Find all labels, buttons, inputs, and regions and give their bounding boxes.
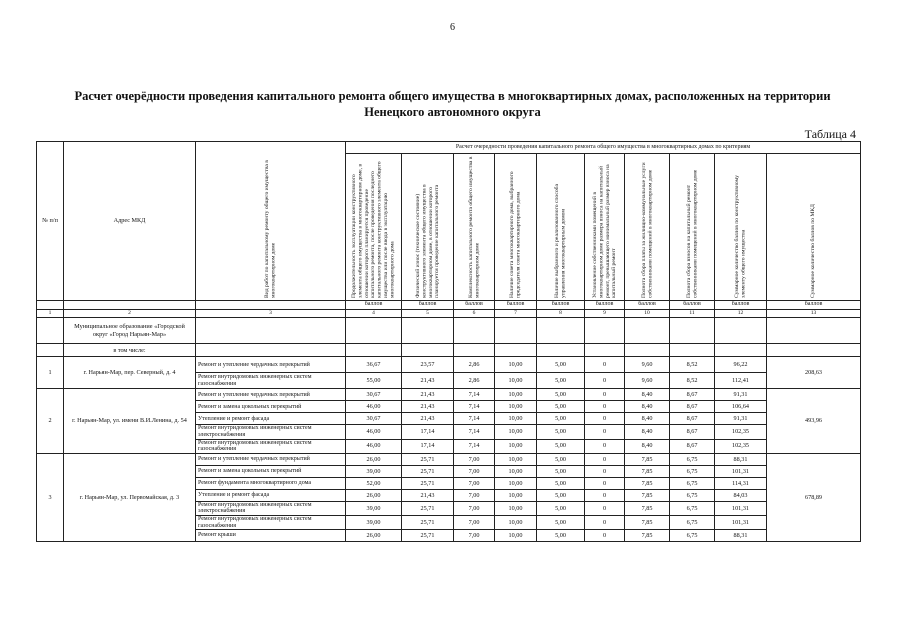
row-score: 39,00 bbox=[346, 515, 402, 529]
house-total: 493,96 bbox=[767, 389, 861, 453]
row-score: 39,00 bbox=[346, 501, 402, 515]
title-line-2: Ненецкого автономного округа bbox=[364, 105, 541, 119]
row-work-type: Ремонт и замена цокольных перекрытий bbox=[196, 401, 346, 413]
row-score: 10,00 bbox=[495, 439, 537, 453]
header-c11 bbox=[670, 154, 715, 301]
header-c7-text: Наличие совета многоквартирного дома, выбранного председателя совета многоквартирного дома bbox=[509, 171, 522, 298]
row-score: 102,35 bbox=[715, 425, 767, 439]
row-score: 7,14 bbox=[454, 389, 495, 401]
unit-cell: баллов bbox=[537, 301, 585, 310]
row-work-type: Ремонт внутридомовых инженерных систем газоснабжения bbox=[196, 515, 346, 529]
row-score: 88,31 bbox=[715, 530, 767, 542]
priority-table bbox=[36, 141, 861, 542]
row-score: 10,00 bbox=[495, 489, 537, 501]
row-score: 10,00 bbox=[495, 389, 537, 401]
row-score: 5,00 bbox=[537, 389, 585, 401]
row-score: 114,31 bbox=[715, 477, 767, 489]
row-score: 96,22 bbox=[715, 357, 767, 373]
row-score: 5,00 bbox=[537, 477, 585, 489]
col-num: 5 bbox=[402, 310, 454, 318]
row-score: 21,43 bbox=[402, 489, 454, 501]
row-score: 25,71 bbox=[402, 530, 454, 542]
row-score: 8,40 bbox=[625, 439, 670, 453]
municipality-row bbox=[37, 318, 861, 344]
row-score: 8,40 bbox=[625, 425, 670, 439]
row-score: 52,00 bbox=[346, 477, 402, 489]
row-score: 10,00 bbox=[495, 515, 537, 529]
row-score: 10,00 bbox=[495, 373, 537, 389]
row-work-type: Ремонт и утепление чердачных перекрытий bbox=[196, 357, 346, 373]
header-c5 bbox=[402, 154, 454, 301]
house-total: 208,63 bbox=[767, 357, 861, 389]
header-work-type bbox=[196, 142, 346, 301]
row-score: 10,00 bbox=[495, 413, 537, 425]
table-label: Таблица 4 bbox=[804, 127, 856, 141]
row-score: 101,31 bbox=[715, 501, 767, 515]
row-score: 88,31 bbox=[715, 453, 767, 465]
row-score: 0 bbox=[585, 453, 625, 465]
row-score: 2,86 bbox=[454, 373, 495, 389]
row-score: 7,00 bbox=[454, 515, 495, 529]
header-c6-text: Комплексность капитального ремонта общего имущества в многоквартирном доме bbox=[467, 156, 480, 298]
row-score: 5,00 bbox=[537, 453, 585, 465]
row-score: 46,00 bbox=[346, 425, 402, 439]
column-numbers-row bbox=[37, 310, 861, 318]
row-score: 84,03 bbox=[715, 489, 767, 501]
unit-cell: баллов bbox=[585, 301, 625, 310]
row-score: 0 bbox=[585, 401, 625, 413]
row-score: 6,75 bbox=[670, 465, 715, 477]
row-score: 7,85 bbox=[625, 530, 670, 542]
row-work-type: Ремонт и утепление чердачных перекрытий bbox=[196, 389, 346, 401]
row-score: 8,67 bbox=[670, 413, 715, 425]
row-score: 0 bbox=[585, 439, 625, 453]
document-title bbox=[30, 88, 875, 120]
including-row bbox=[37, 344, 861, 357]
row-work-type: Ремонт внутридомовых инженерных систем электроснабжения bbox=[196, 425, 346, 439]
header-num: № п/п bbox=[37, 142, 64, 301]
header-c10 bbox=[625, 154, 670, 301]
row-score: 5,00 bbox=[537, 515, 585, 529]
header-c13-text: Суммарное количество баллов по МКД bbox=[810, 204, 817, 298]
row-score: 25,71 bbox=[402, 515, 454, 529]
row-address: г. Нарьян-Мар, ул. имени В.И.Ленина, д. 54 bbox=[64, 389, 196, 453]
col-num: 3 bbox=[196, 310, 346, 318]
row-work-type: Ремонт внутридомовых инженерных систем электроснабжения bbox=[196, 501, 346, 515]
row-score: 36,67 bbox=[346, 357, 402, 373]
unit-cell: баллов bbox=[454, 301, 495, 310]
row-score: 9,60 bbox=[625, 357, 670, 373]
col-num: 1 bbox=[37, 310, 64, 318]
header-c6 bbox=[454, 154, 495, 301]
row-score: 0 bbox=[585, 477, 625, 489]
row-score: 25,71 bbox=[402, 501, 454, 515]
header-c4 bbox=[346, 154, 402, 301]
row-score: 8,67 bbox=[670, 425, 715, 439]
row-score: 6,75 bbox=[670, 515, 715, 529]
row-score: 5,00 bbox=[537, 489, 585, 501]
row-score: 8,67 bbox=[670, 389, 715, 401]
row-score: 46,00 bbox=[346, 439, 402, 453]
including-label: в том числе: bbox=[64, 344, 196, 357]
row-score: 55,00 bbox=[346, 373, 402, 389]
header-c10-text: Полнота сбора платы за жилищно-коммунальные услуги собственниками помещений в многоквартирном доме bbox=[640, 162, 653, 298]
row-score: 46,00 bbox=[346, 401, 402, 413]
header-c8 bbox=[537, 154, 585, 301]
row-score: 6,75 bbox=[670, 453, 715, 465]
row-score: 0 bbox=[585, 465, 625, 477]
row-score: 10,00 bbox=[495, 477, 537, 489]
row-number: 2 bbox=[37, 389, 64, 453]
row-score: 7,85 bbox=[625, 453, 670, 465]
row-score: 10,00 bbox=[495, 357, 537, 373]
row-score: 10,00 bbox=[495, 501, 537, 515]
col-num: 8 bbox=[537, 310, 585, 318]
row-score: 17,14 bbox=[402, 425, 454, 439]
header-c5-text: Физический износ (техническое состояние) конструктивного элемента общего имущества в многоквартирном доме, в отношении которого планируется проведение капитального ремонта bbox=[414, 184, 440, 298]
row-work-type: Ремонт и замена цокольных перекрытий bbox=[196, 465, 346, 477]
row-score: 5,00 bbox=[537, 401, 585, 413]
row-score: 5,00 bbox=[537, 357, 585, 373]
row-score: 10,00 bbox=[495, 425, 537, 439]
row-score: 6,75 bbox=[670, 477, 715, 489]
row-score: 5,00 bbox=[537, 501, 585, 515]
row-score: 26,00 bbox=[346, 530, 402, 542]
row-score: 6,75 bbox=[670, 530, 715, 542]
row-score: 7,00 bbox=[454, 477, 495, 489]
title-line-1: Расчет очерёдности проведения капитального ремонта общего имущества в многоквартирных домах, расположенных на территории bbox=[74, 89, 831, 103]
row-score: 30,67 bbox=[346, 389, 402, 401]
row-score: 0 bbox=[585, 530, 625, 542]
row-score: 0 bbox=[585, 425, 625, 439]
row-score: 7,00 bbox=[454, 465, 495, 477]
row-score: 8,40 bbox=[625, 389, 670, 401]
row-score: 23,57 bbox=[402, 357, 454, 373]
row-score: 7,00 bbox=[454, 501, 495, 515]
row-score: 7,85 bbox=[625, 489, 670, 501]
municipality-name: Муниципальное образование «Городской округ «Город Нарьян-Мар» bbox=[64, 318, 196, 344]
row-score: 7,14 bbox=[454, 401, 495, 413]
col-num: 11 bbox=[670, 310, 715, 318]
row-score: 7,00 bbox=[454, 489, 495, 501]
row-score: 21,43 bbox=[402, 401, 454, 413]
row-score: 8,52 bbox=[670, 357, 715, 373]
row-score: 6,75 bbox=[670, 501, 715, 515]
header-c11-text: Полнота сбора взносов на капитальный ремонт собственниками помещений в многоквартирном доме bbox=[685, 169, 698, 298]
row-address: г. Нарьян-Мар, ул. Первомайская, д. 3 bbox=[64, 453, 196, 541]
table-row bbox=[37, 389, 861, 401]
row-score: 0 bbox=[585, 373, 625, 389]
row-score: 0 bbox=[585, 389, 625, 401]
row-score: 0 bbox=[585, 413, 625, 425]
row-score: 102,35 bbox=[715, 439, 767, 453]
unit-cell: баллов bbox=[495, 301, 537, 310]
unit-cell: баллов bbox=[346, 301, 402, 310]
row-work-type: Ремонт фундамента многоквартирного дома bbox=[196, 477, 346, 489]
header-work-type-text: Вид работ по капитальному ремонту общего имущества в многоквартирном доме bbox=[264, 160, 277, 298]
row-score: 7,85 bbox=[625, 501, 670, 515]
row-score: 8,52 bbox=[670, 373, 715, 389]
row-score: 5,00 bbox=[537, 413, 585, 425]
row-score: 26,00 bbox=[346, 489, 402, 501]
row-score: 5,00 bbox=[537, 425, 585, 439]
row-address: г. Нарьян-Мар, пер. Северный, д. 4 bbox=[64, 357, 196, 389]
row-score: 17,14 bbox=[402, 439, 454, 453]
row-score: 5,00 bbox=[537, 530, 585, 542]
row-score: 25,71 bbox=[402, 453, 454, 465]
row-score: 101,31 bbox=[715, 515, 767, 529]
row-score: 21,43 bbox=[402, 389, 454, 401]
row-work-type: Ремонт внутридомовых инженерных систем газоснабжения bbox=[196, 439, 346, 453]
table-row bbox=[37, 453, 861, 465]
unit-cell: баллов bbox=[767, 301, 861, 310]
row-score: 8,67 bbox=[670, 439, 715, 453]
header-c12 bbox=[715, 154, 767, 301]
row-score: 10,00 bbox=[495, 401, 537, 413]
row-score: 39,00 bbox=[346, 465, 402, 477]
row-score: 0 bbox=[585, 515, 625, 529]
row-score: 0 bbox=[585, 357, 625, 373]
row-number: 1 bbox=[37, 357, 64, 389]
row-score: 5,00 bbox=[537, 465, 585, 477]
row-work-type: Утепление и ремонт фасада bbox=[196, 489, 346, 501]
page-number: 6 bbox=[450, 22, 455, 33]
row-score: 8,40 bbox=[625, 401, 670, 413]
col-num: 2 bbox=[64, 310, 196, 318]
row-score: 0 bbox=[585, 489, 625, 501]
row-score: 9,60 bbox=[625, 373, 670, 389]
row-number: 3 bbox=[37, 453, 64, 541]
row-score: 26,00 bbox=[346, 453, 402, 465]
unit-cell: баллов bbox=[715, 301, 767, 310]
row-score: 112,41 bbox=[715, 373, 767, 389]
row-score: 7,14 bbox=[454, 425, 495, 439]
header-c12-text: Суммарное количество баллов по конструктивному элементу общего имущества bbox=[734, 175, 747, 298]
col-num: 4 bbox=[346, 310, 402, 318]
row-score: 21,43 bbox=[402, 373, 454, 389]
row-score: 5,00 bbox=[537, 373, 585, 389]
row-score: 7,00 bbox=[454, 530, 495, 542]
row-work-type: Ремонт крыши bbox=[196, 530, 346, 542]
row-score: 10,00 bbox=[495, 530, 537, 542]
col-num: 10 bbox=[625, 310, 670, 318]
unit-cell: баллов bbox=[402, 301, 454, 310]
col-num: 7 bbox=[495, 310, 537, 318]
header-c7 bbox=[495, 154, 537, 301]
header-c4-text: Продолжительность эксплуатации конструктивного элемента общего имущества в многоквартирном доме, в отношении которого планируется проведение капитального ремонта, после проведения последнего капитального ремонта конструктивного элемента общего имущества или после ввода в эксплуатацию многоквартирного дома bbox=[351, 161, 396, 298]
row-score: 5,00 bbox=[537, 439, 585, 453]
house-total: 678,89 bbox=[767, 453, 861, 541]
row-score: 8,67 bbox=[670, 401, 715, 413]
header-c9 bbox=[585, 154, 625, 301]
row-score: 25,71 bbox=[402, 477, 454, 489]
row-score: 7,85 bbox=[625, 477, 670, 489]
col-num: 13 bbox=[767, 310, 861, 318]
col-num: 9 bbox=[585, 310, 625, 318]
row-work-type: Утепление и ремонт фасада bbox=[196, 413, 346, 425]
row-score: 21,43 bbox=[402, 413, 454, 425]
header-criteria: Расчет очередности проведения капитального ремонта общего имущества в многоквартирных домах по критериям bbox=[346, 142, 861, 154]
row-score: 7,14 bbox=[454, 413, 495, 425]
row-work-type: Ремонт внутридомовых инженерных систем газоснабжения bbox=[196, 373, 346, 389]
row-score: 91,31 bbox=[715, 389, 767, 401]
unit-cell: баллов bbox=[670, 301, 715, 310]
row-score: 7,14 bbox=[454, 439, 495, 453]
row-score: 106,64 bbox=[715, 401, 767, 413]
row-score: 7,85 bbox=[625, 465, 670, 477]
row-score: 8,40 bbox=[625, 413, 670, 425]
table-body bbox=[37, 357, 861, 542]
row-score: 0 bbox=[585, 501, 625, 515]
header-c9-text: Установление собственниками помещений в многоквартирном доме размера взноса на капитальный ремонт, превышающего минимальный размер взноса на капитальный ремонт bbox=[591, 164, 617, 298]
row-work-type: Ремонт и утепление чердачных перекрытий bbox=[196, 453, 346, 465]
row-score: 91,31 bbox=[715, 413, 767, 425]
header-c13 bbox=[767, 154, 861, 301]
unit-cell: баллов bbox=[625, 301, 670, 310]
row-score: 6,75 bbox=[670, 489, 715, 501]
row-score: 25,71 bbox=[402, 465, 454, 477]
header-address: Адрес МКД bbox=[64, 142, 196, 301]
row-score: 101,31 bbox=[715, 465, 767, 477]
row-score: 30,67 bbox=[346, 413, 402, 425]
row-score: 10,00 bbox=[495, 453, 537, 465]
units-row bbox=[37, 301, 861, 310]
col-num: 12 bbox=[715, 310, 767, 318]
row-score: 10,00 bbox=[495, 465, 537, 477]
row-score: 7,00 bbox=[454, 453, 495, 465]
col-num: 6 bbox=[454, 310, 495, 318]
header-c8-text: Наличие выбранного и реализованного способа управления многоквартирным домом bbox=[554, 184, 567, 298]
table-row bbox=[37, 357, 861, 373]
row-score: 7,85 bbox=[625, 515, 670, 529]
row-score: 2,86 bbox=[454, 357, 495, 373]
